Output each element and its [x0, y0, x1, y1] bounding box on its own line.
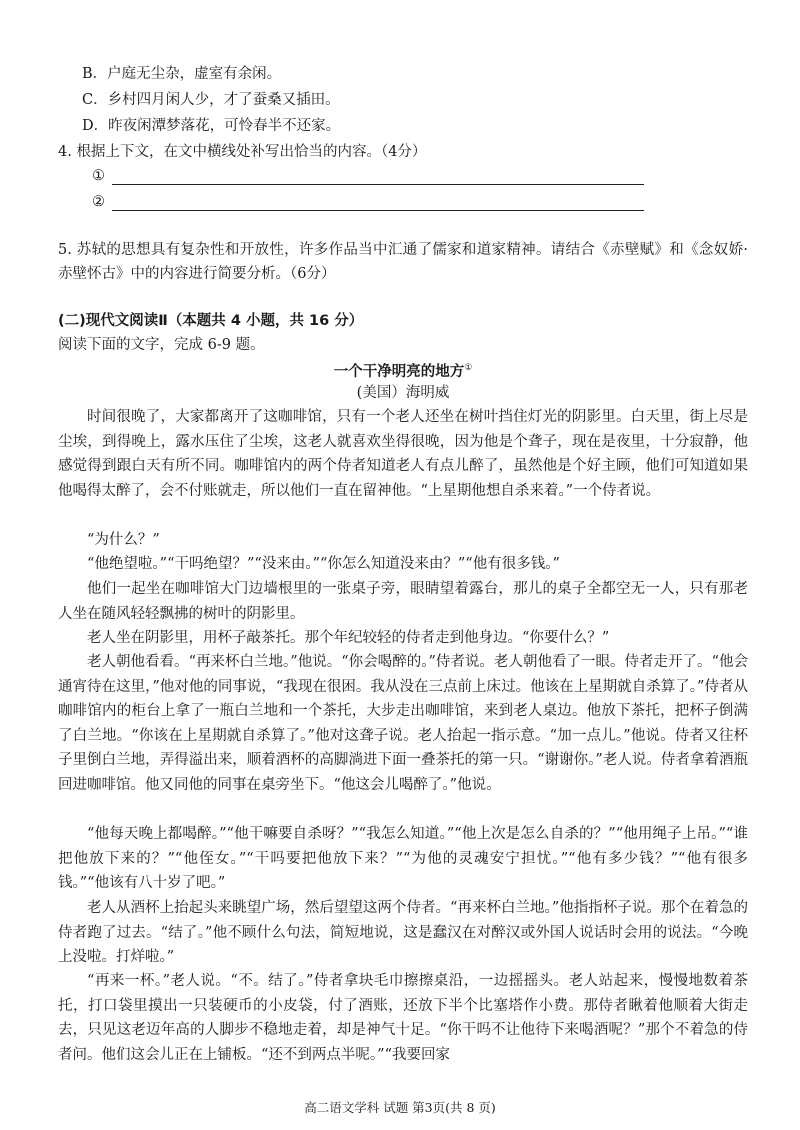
page-footer: 高二语文学科 试题 第3页(共 8 页)	[304, 1100, 496, 1115]
article-paragraph: “他绝望啦。”“干吗绝望？”“没来由。”“你怎么知道没来由？”“他有很多钱。”	[87, 556, 560, 572]
article-paragraph: 老人朝他看看。“再来杯白兰地。”他说。“你会喝醉的。”侍者说。老人朝他看了一眼。侍者走开了。“他会通宵待在这里，”他对他的同事说，“我现在很困。我从没在三点前上床过。他该在上星期就自杀算了。”侍者从咖啡馆内的柜台上拿了一瓶白兰地和一个茶托，大步走出咖啡馆，来到老人桌边。他放下茶托，把杯子倒满了白兰地。“你该在上星期就自杀算了。”他对这聋子说。老人抬起一指示意。“加一点儿。”他说。侍者又往杯子里倒白兰地，弄得溢出来，顺着酒杯的高脚淌进下面一叠茶托的第一只。“谢谢你。”老人说。侍者拿着酒瓶回进咖啡馆。他又同他的同事在桌旁坐下。“他这会儿喝醉了。”他说。	[58, 654, 748, 793]
blank-2-line	[112, 210, 644, 211]
option-b: B．户庭无尘杂，虚室有余闲。	[82, 66, 282, 82]
blank-1-line	[112, 184, 644, 185]
article-paragraph: 时间很晚了，大家都离开了这咖啡馆，只有一个老人还坐在树叶挡住灯光的阴影里。白天里，街上尽是尘埃，到得晚上，露水压住了尘埃，这老人就喜欢坐得很晚，因为他是个聋子，现在是夜里，十分寂静，他感觉得到跟白天有所不同。咖啡馆内的两个侍者知道老人有点儿醉了，虽然他是个好主顾，他们可知道如果他喝得太醉了，会不付账就走，所以他们一直在留神他。“上星期他想自杀来着。”一个侍者说。	[58, 409, 748, 499]
footnote-mark: ①	[464, 363, 473, 373]
article-title-text: 一个干净明亮的地方	[333, 363, 465, 380]
article-paragraph: “他每天晚上都喝醉。”“他干嘛要自杀呀？”“我怎么知道。”“他上次是怎么自杀的？”“他用绳子上吊。”“谁把他放下来的？”“他侄女。”“干吗要把他放下来？”“为他的灵魂安宁担忧。”“他有多少钱？”“他有很多钱。”“他该有八十岁了吧。”	[58, 826, 748, 892]
question-4-stem: 4. 根据上下文，在文中横线处补写出恰当的内容。（4分）	[58, 144, 427, 160]
article-author: (美国）海明威	[356, 385, 450, 401]
article-title	[58, 358, 748, 382]
option-d: D．昨夜闲潭梦落花，可怜春半不还家。	[82, 118, 341, 134]
section-2-title: (二)现代文阅读Ⅱ（本题共 4 小题，共 16 分）	[58, 313, 364, 329]
article-paragraph: “为什么？”	[87, 532, 160, 548]
option-c: C．乡村四月闲人少，才了蚕桑又插田。	[82, 92, 340, 108]
article-paragraph: “再来一杯。”老人说。“不。结了。”侍者拿块毛巾擦擦桌沿，一边摇摇头。老人站起来，慢慢地数着茶托，打口袋里摸出一只装硬币的小皮袋，付了酒账，还放下半个比塞塔作小费。那侍者瞅着他顺着大街走去，只见这老迈年高的人脚步不稳地走着，却是神气十足。“你干吗不让他待下来喝酒呢？”那个不着急的侍者问。他们这会儿正在上铺板。“还不到两点半呢。”“我要回家	[58, 973, 748, 1063]
article-paragraph: 老人从酒杯上抬起头来眺望广场，然后望望这两个侍者。“再来杯白兰地。”他指指杯子说。那个在着急的侍者跑了过去。“结了。”他不顾什么句法，简短地说，这是蠢汉在对醉汉或外国人说话时会用的说法。“今晚上没啦。打烊啦。”	[58, 900, 748, 966]
blank-2-label: ②	[92, 194, 105, 210]
question-5-stem: 5. 苏轼的思想具有复杂性和开放性，许多作品当中汇通了儒家和道家精神。请结合《赤壁赋》和《念奴娇·赤壁怀古》中的内容进行简要分析。（6分）	[58, 242, 748, 282]
section-2-instruction: 阅读下面的文字，完成 6-9 题。	[58, 337, 265, 353]
article-paragraph: 他们一起坐在咖啡馆大门边墙根里的一张桌子旁，眼睛望着露台，那儿的桌子全都空无一人，只有那老人坐在随风轻轻飘拂的树叶的阴影里。	[58, 581, 748, 622]
article-paragraph: 老人坐在阴影里，用杯子敲茶托。那个年纪较轻的侍者走到他身边。“你要什么？”	[87, 630, 610, 646]
blank-1-label: ①	[92, 168, 105, 184]
